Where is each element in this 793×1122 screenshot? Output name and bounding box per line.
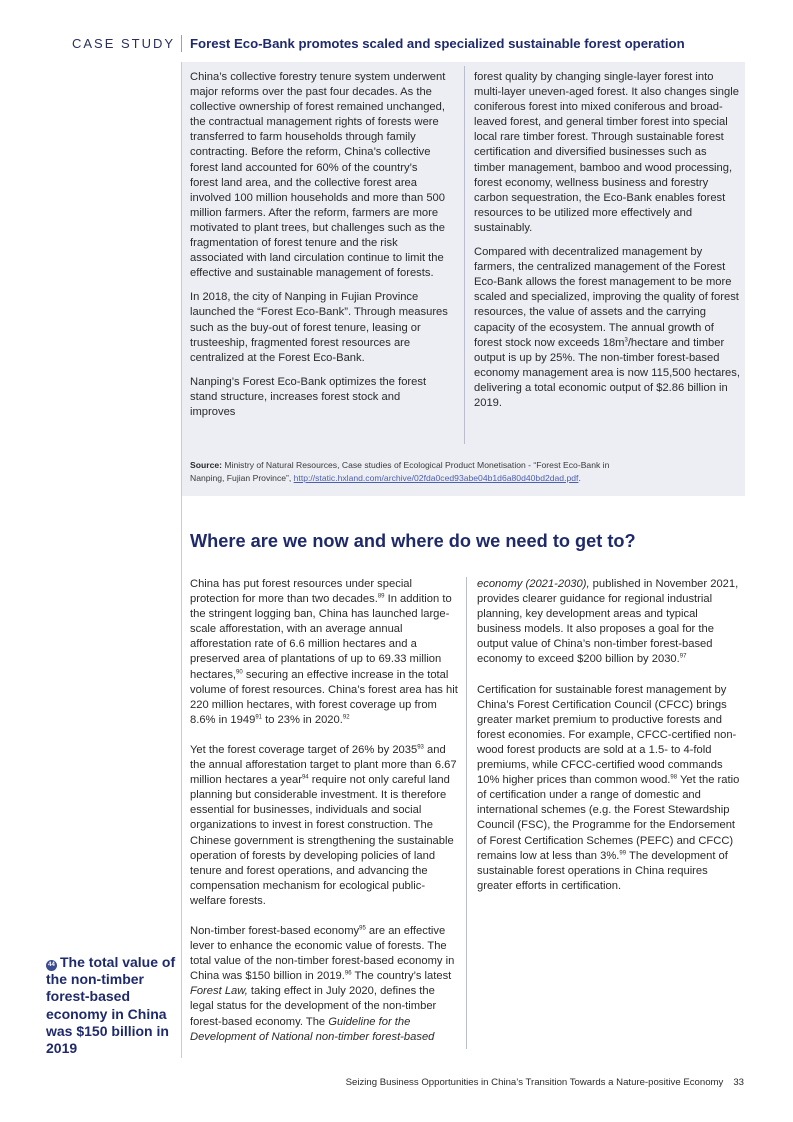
source-note (190, 459, 610, 485)
left-rule (181, 62, 182, 1058)
body-left-column (190, 577, 458, 1060)
case-paragraph (474, 245, 740, 411)
body-paragraph: Non-timber forest-based economy$^{95}$ are an effective lever to enhance the economic value of forests. The total value of the non-timber forest-based economy in China was $150 billion in 2019.96 The country’s latest Forest Law, taking effect in July 2020, defines the legal status for the development of the non-timber forest-based economy. The Guideline for the Development of National non-timber forest-based (190, 924, 455, 1043)
case-paragraph: Nanping’s Forest Eco-Bank optimizes the forest stand structure, increases forest stock and improves (190, 375, 427, 418)
page-number: 33 (733, 1077, 744, 1088)
body-paragraph: Yet the forest coverage target of 26% by 2035$^{93}$ and the annual afforestation target to plant more than 6.67 million hectares a year$^{94}$ require not only careful land planning but considerable investment. It is therefore essential for businesses, individuals and social organizations to invest in forest construction. The Chinese government is strengthening the sustainable operation of forests by developing policies of land tenure and forest operations, and advancing the compensation mechanism for ecological public-welfare forests. (190, 743, 457, 907)
source-link[interactable]: http://static.hxland.com/archive/02fda0ced93abe04b1d6a80d40bd2dad.pdf (293, 473, 579, 483)
case-study-label: CASE STUDY (72, 36, 176, 51)
header-divider (181, 35, 182, 52)
case-paragraph: In 2018, the city of Nanping in Fujian Province launched the “Forest Eco-Bank”. Through measures such as the buy-out of forest tenure, leasing or trusteeship, fragmented forest resources are centralized at the Forest Eco-Bank. (190, 291, 448, 364)
body-right-column (477, 577, 745, 909)
pull-quote (46, 954, 176, 1057)
case-study-title: Forest Eco-Bank promotes scaled and specialized sustainable forest operation (190, 36, 685, 51)
section-title: Where are we now and where do we need to get to? (190, 531, 636, 551)
body-column-divider (466, 577, 467, 1049)
footer-text: Seizing Business Opportunities in China’s Transition Towards a Nature-positive Economy (345, 1077, 724, 1088)
source-end: . (578, 473, 581, 483)
source-text: Ministry of Natural Resources, Case studies of Ecological Product Monetisation - “Forest Eco-Bank in Nanping, Fujian Province”, (190, 460, 610, 483)
text: Compared with decentralized management by farmers, the centralized management of the Forest Eco-Bank allows the forest management to be more scaled and specialized, improving the quality of forest resources, the value of assets and the carrying capacity of the ecosystem. The annual growth of forest stock now exceeds 18m (474, 246, 739, 349)
case-column-divider (464, 66, 465, 444)
body-paragraph: China has put forest resources under special protection for more than two decades.$^{89}$ In addition to the stringent logging ban, China has launched large-scale afforestation, with an average annual afforestation rate of 6.6 million hectares and a preserved area of plantations of up to 69.33 million hectares,$^{90}$ securing an effective increase in the total volume of forest resources. China’s forest area has hit 220 million hectares, with forest coverage up from 8.6% in 1949$^{91}$ to 23% in 2020.92 (190, 578, 458, 726)
page-footer (318, 1077, 744, 1088)
body-paragraph: economy (2021-2030), published in November 2021, provides clearer guidance for regional industrial planning, key development areas and typical business models. It also proposes a goal for the output value of China’s non-timber forest-based economy to exceed $200 billion by 2030.97 (477, 578, 739, 666)
quote-number-icon: 44 (46, 960, 57, 971)
superscript: 3 (624, 336, 628, 343)
text: /hectare and timber output is up by 25%. The non-timber forest-based economy management area is now 115,500 hectares, delivering a total economic output of $2.86 billion in 2019. (474, 336, 740, 409)
case-left-column (190, 70, 448, 429)
case-right-column (474, 70, 740, 420)
body-paragraph: Certification for sustainable forest management by China’s Forest Certification Council (CFCC) brings greater market premium to productive forests and forest economies. For example, CFCC-certified non-wood forest products are sold at a 1.5- to 4-fold premiums, while CFCC-certified wood commands 10% higher prices than common wood.$^{98}$ Yet the ratio of certification under a range of domestic and international schemes (e.g. the Forest Stewardship Council (FSC), the Programme for the Endorsement of Forest Certification Schemes (PEFC) and CFCC) remains low at less than 3%.$^{99}$ The development of sustainable forest operations in China requires greater efforts in certification. (477, 683, 740, 892)
source-label: Source: (190, 460, 222, 470)
case-paragraph: China’s collective forestry tenure system underwent major reforms over the past four decades. As the collective ownership of forest remained unchanged, the contractual management rights of forests were transferred to farm households through family contracting. Before the reform, China’s collective forest land accounted for 60% of the country’s forest land area, and the collective forest area involved 100 million households and more than 500 million farmers. After the reform, farmers are more motivated to plant trees, but challenges such as the fragmentation of forest tenure and the risk associated with land circulation continue to limit the effective and sustainable management of forests. (190, 71, 446, 280)
case-paragraph: forest quality by changing single-layer forest into multi-layer uneven-aged forest. It also changes single coniferous forest into mixed coniferous and broad-leaved forest, and general timber forest into special local rare timber forest. Through sustainable forest certification and diversified businesses such as timber management, bamboo and wood processing, forest economy, wellness business and forestry carbon sequestration, the Eco-Bank enables forest resources to be utilized more effectively and sustainably. (474, 71, 739, 234)
pull-quote-text: The total value of the non-timber forest-based economy in China was $150 billion in 2019 (46, 954, 176, 1057)
